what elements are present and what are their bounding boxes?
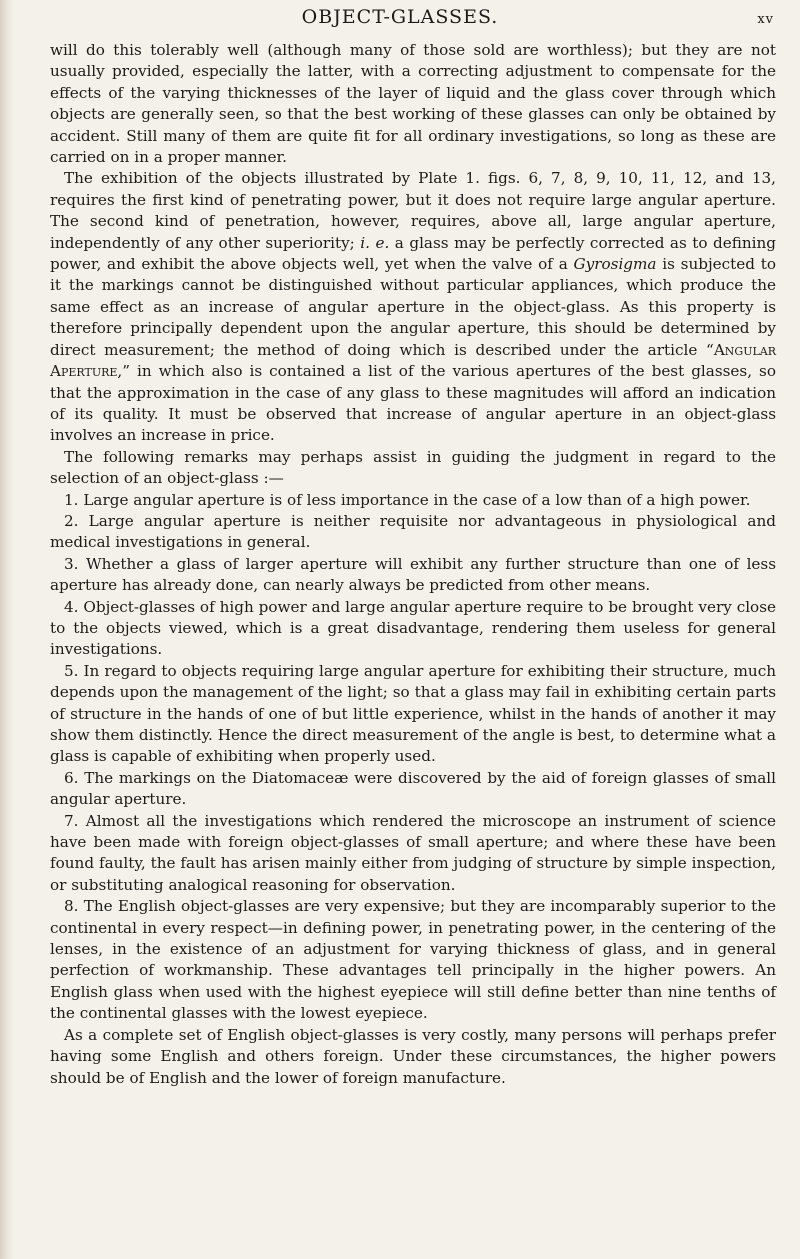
list-item: 5. In regard to objects requiring large angular aperture for exhibiting their structure, much depends upon the management of the light; so that a glass may fail in exhibiting certain parts of structure in the hands of one of but little experience, whilst in the hands of another it may show them distinctly. Hence the direct measurement of the angle is best, to determine what a glass is capable of exhibiting when properly used. xyxy=(50,661,776,766)
list-item: 8. The English object-glasses are very expensive; but they are incomparably superior to the continental in every respect—in defining power, in penetrating power, in the centering of the lenses, in the existence of an adjustment for varying thickness of glass, and in general perfection of workmanship. These advantages tell principally in the higher powers. An English glass when used with the highest eyepiece will still define better than nine tenths of the continental glasses with the lowest eyepiece. xyxy=(50,897,776,1023)
text-run: a glass may be perfectly corrected as to defining power, and exhibit the above objects well, yet when the valve of a xyxy=(50,233,776,274)
cross-reference-article: Angular Aperture xyxy=(50,340,776,381)
list-item: 1. Large angular aperture is of less importance in the case of a low than of a high power. xyxy=(64,490,751,509)
paragraph-continuation: will do this tolerably well (although many of those sold are worthless); but they are not usually provided, especially the latter, with a correcting adjustment to compensate for the effects of the varying thicknesses of the layer of liquid and the glass cover through which objects are generally seen, so that the best working of these glasses can only be obtained by accident. Still many of them are quite fit for all ordinary investigations, so long as these are carried on in a proper manner. xyxy=(50,41,776,167)
list-item: 6. The markings on the Diatomaceæ were discovered by the aid of foreign glasses of small angular aperture. xyxy=(50,768,776,809)
remarks-list xyxy=(50,490,776,1025)
list-item: 2. Large angular aperture is neither requisite nor advantageous in physiological and medical investigations in general. xyxy=(50,511,776,552)
page-number: xv xyxy=(757,12,774,27)
italic-genus-name: Gyrosigma xyxy=(573,255,657,274)
paragraph-penetration xyxy=(50,168,776,446)
page-header xyxy=(0,6,800,36)
text-run: The exhibition of the objects illustrated by Plate 1. figs. 6, 7, 8, 9, 10, 11, 12, and 13, requires the first kind of penetrating power, but it does not require large angular aperture. The second kind of penetration, however, requires, above all, large angular aperture, independently of any other superiority; xyxy=(50,169,776,252)
paragraph-closing: As a complete set of English object-glasses is very costly, many persons will perhaps prefer having some English and others foreign. Under these circumstances, the higher powers should be of English and the lower of foreign manufacture. xyxy=(50,1025,776,1087)
paragraph-remarks-intro: The following remarks may perhaps assist in guiding the judgment in regard to the selection of an object-glass :— xyxy=(50,447,776,488)
list-item: 3. Whether a glass of larger aperture will exhibit any further structure than one of less aperture has already done, can nearly always be predicted from other means. xyxy=(50,554,776,595)
body-text xyxy=(50,40,776,1089)
list-item: 4. Object-glasses of high power and large angular aperture require to be brought very close to the objects viewed, which is a great disadvantage, rendering them useless for general investigations. xyxy=(50,597,776,659)
text-run: ,” in which also is contained a list of the various apertures of the best glasses, so that the approximation in the case of any glass to these magnitudes will afford an indication of its quality. It must be observed that increase of angular aperture in an object-glass involves an increase in price. xyxy=(50,362,776,445)
list-item: 7. Almost all the investigations which rendered the microscope an instrument of science have been made with foreign object-glasses of small aperture; and where these have been found faulty, the fault has arisen mainly either from judging of structure by simple inspection, or substituting analogical reasoning for observation. xyxy=(50,811,776,894)
running-title: OBJECT-GLASSES. xyxy=(301,6,499,28)
page-edge-shadow xyxy=(0,0,14,1259)
text-run: is subjected to it the markings cannot be distinguished without particular appliances, which produce the same effect as an increase of angular aperture in the object-glass. As this property is therefore principally dependent upon the angular aperture, this should be determined by direct measurement; the method of doing which is described under the article “ xyxy=(50,255,777,359)
italic-abbreviation: i. e. xyxy=(360,233,390,252)
